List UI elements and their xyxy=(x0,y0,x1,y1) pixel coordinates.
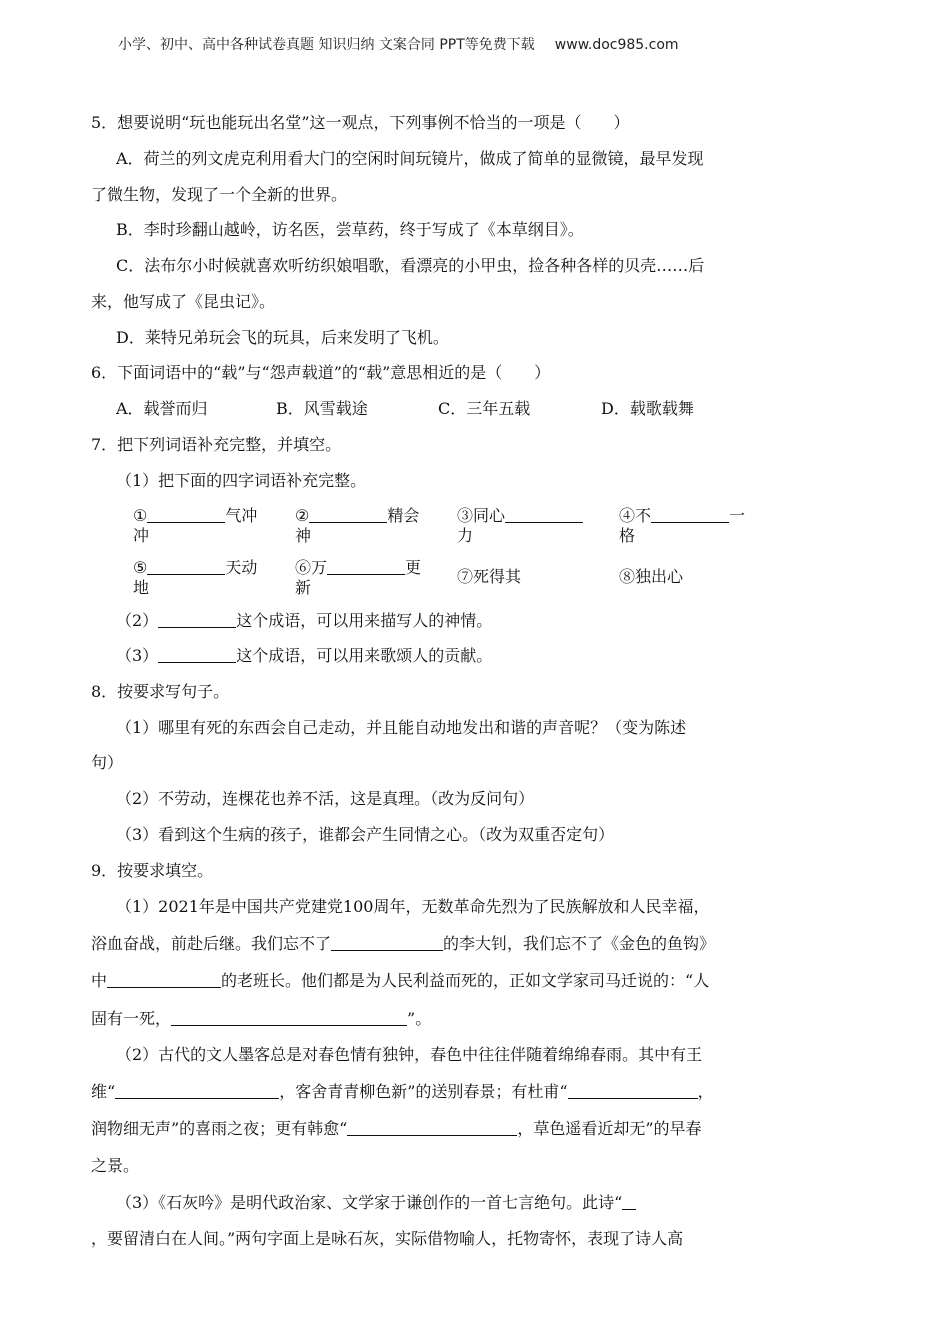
q9-blank-shihuiyin[interactable] xyxy=(622,1192,636,1210)
q9-p1-line4: 固有一死， ”。 xyxy=(91,1009,432,1028)
q5-option-c-line1: C．法布尔小时候就喜欢听纺织娘唱歌，看漂亮的小甲虫，捡各种各样的贝壳……后 xyxy=(116,256,705,275)
idiom-item: ⑤ 天动 地 xyxy=(133,558,258,597)
header-url[interactable]: www.doc985.com xyxy=(554,37,679,53)
q9-blank-lidazhao[interactable] xyxy=(331,933,443,951)
idiom-blank[interactable] xyxy=(651,505,729,523)
idiom-item: ⑥万 更 新 xyxy=(295,558,422,597)
q5-option-b: B．李时珍翻山越岭，访名医，尝草药，终于写成了《本草纲目》。 xyxy=(116,220,584,239)
q8-s1-line1: （1）哪里有死的东西会自己走动，并且能自动地发出和谐的声音呢？（变为陈述 xyxy=(116,718,687,737)
q9-blank-wangwei[interactable] xyxy=(115,1081,279,1099)
q9-p2-line1: （2）古代的文人墨客总是对春色情有独钟，春色中往往伴随着绵绵春雨。其中有王 xyxy=(116,1045,703,1064)
q9-blank-simaqian[interactable] xyxy=(171,1008,407,1026)
q9-p2-line2: 维“ ，客舍青青柳色新”的送别春景；有杜甫“ ， xyxy=(91,1082,714,1101)
header-text: 小学、初中、高中各种试卷真题 知识归纳 文案合同 PPT等免费下载 xyxy=(118,37,535,53)
q7-sub2: （2） 这个成语，可以用来描写人的神情。 xyxy=(116,611,493,630)
q9-p2-line3: 润物细无声”的喜雨之夜；更有韩愈“ ，草色遥看近却无”的早春 xyxy=(91,1119,702,1138)
q6-option-c: C．三年五载 xyxy=(438,399,531,418)
q9-blank-banzhang[interactable] xyxy=(107,970,221,988)
q5-option-d: D．莱特兄弟玩会飞的玩具，后来发明了飞机。 xyxy=(116,328,449,347)
q9-p1-line3: 中 的老班长。他们都是为人民利益而死的，正如文学家司马迁说的：“人 xyxy=(91,971,710,990)
q8-s2: （2）不劳动，连棵花也养不活，这是真理。（改为反问句） xyxy=(116,789,535,808)
q9-p3-line2: ，要留清白在人间。”两句字面上是咏石灰，实际借物喻人，托物寄怀，表现了诗人高 xyxy=(91,1229,684,1248)
page-header xyxy=(118,34,679,54)
idiom-blank[interactable] xyxy=(147,557,225,575)
q9-blank-hanyu[interactable] xyxy=(347,1118,517,1136)
idiom-item: ② 精会 神 xyxy=(295,506,420,545)
q9-stem: 9．按要求填空。 xyxy=(91,861,214,880)
q7-sub3: （3） 这个成语，可以用来歌颂人的贡献。 xyxy=(116,646,493,665)
q9-p3-line1: （3）《石灰吟》是明代政治家、文学家于谦创作的一首七言绝句。此诗“ xyxy=(116,1192,636,1214)
q7-sub3-blank[interactable] xyxy=(158,645,236,663)
q9-blank-dufu[interactable] xyxy=(568,1081,698,1099)
q9-p1-line1: （1）2021年是中国共产党建党100周年，无数革命先烈为了民族解放和人民幸福， xyxy=(116,897,710,916)
q6-option-d: D．载歌载舞 xyxy=(601,399,694,418)
idiom-item: ③同心 力 xyxy=(457,505,597,546)
q5-option-a-line1: A．荷兰的列文虎克利用看大门的空闲时间玩镜片，做成了简单的显微镜，最早发现 xyxy=(116,149,704,168)
idiom-item: ④不 一 格 xyxy=(619,506,746,545)
q9-p2-line4: 之景。 xyxy=(91,1156,140,1175)
idiom-blank[interactable] xyxy=(327,557,405,575)
idiom-blank[interactable] xyxy=(505,505,583,523)
idiom-item: ① 气冲 冲 xyxy=(133,506,258,545)
q7-stem: 7．把下列词语补充完整，并填空。 xyxy=(91,435,342,454)
q5-stem: 5．想要说明“玩也能玩出名堂”这一观点，下列事例不恰当的一项是（ ） xyxy=(91,113,630,132)
q9-p1-line2: 浴血奋战，前赴后继。我们忘不了 的李大钊，我们忘不了《金色的鱼钩》 xyxy=(91,934,716,953)
q5-option-c-line2: 来，他写成了《昆虫记》。 xyxy=(91,292,276,311)
q5-option-a-line2: 了微生物，发现了一个全新的世界。 xyxy=(91,185,348,204)
q8-stem: 8．按要求写句子。 xyxy=(91,682,230,701)
idiom-item: ⑧独出心 xyxy=(619,567,684,586)
idiom-blank[interactable] xyxy=(309,505,387,523)
q6-option-b: B．风雪载途 xyxy=(276,399,368,418)
q8-s3: （3）看到这个生病的孩子，谁都会产生同情之心。（改为双重否定句） xyxy=(116,825,615,844)
q6-stem: 6．下面词语中的“载”与“怨声载道”的“载”意思相近的是（ ） xyxy=(91,363,551,382)
idiom-item: ⑦死得其 xyxy=(457,567,522,586)
q8-s1-line2: 句） xyxy=(91,753,124,772)
q7-sub2-blank[interactable] xyxy=(158,610,236,628)
q7-sub1: （1）把下面的四字词语补充完整。 xyxy=(116,471,367,490)
q6-option-a: A．载誉而归 xyxy=(116,399,208,418)
idiom-blank[interactable] xyxy=(147,505,225,523)
